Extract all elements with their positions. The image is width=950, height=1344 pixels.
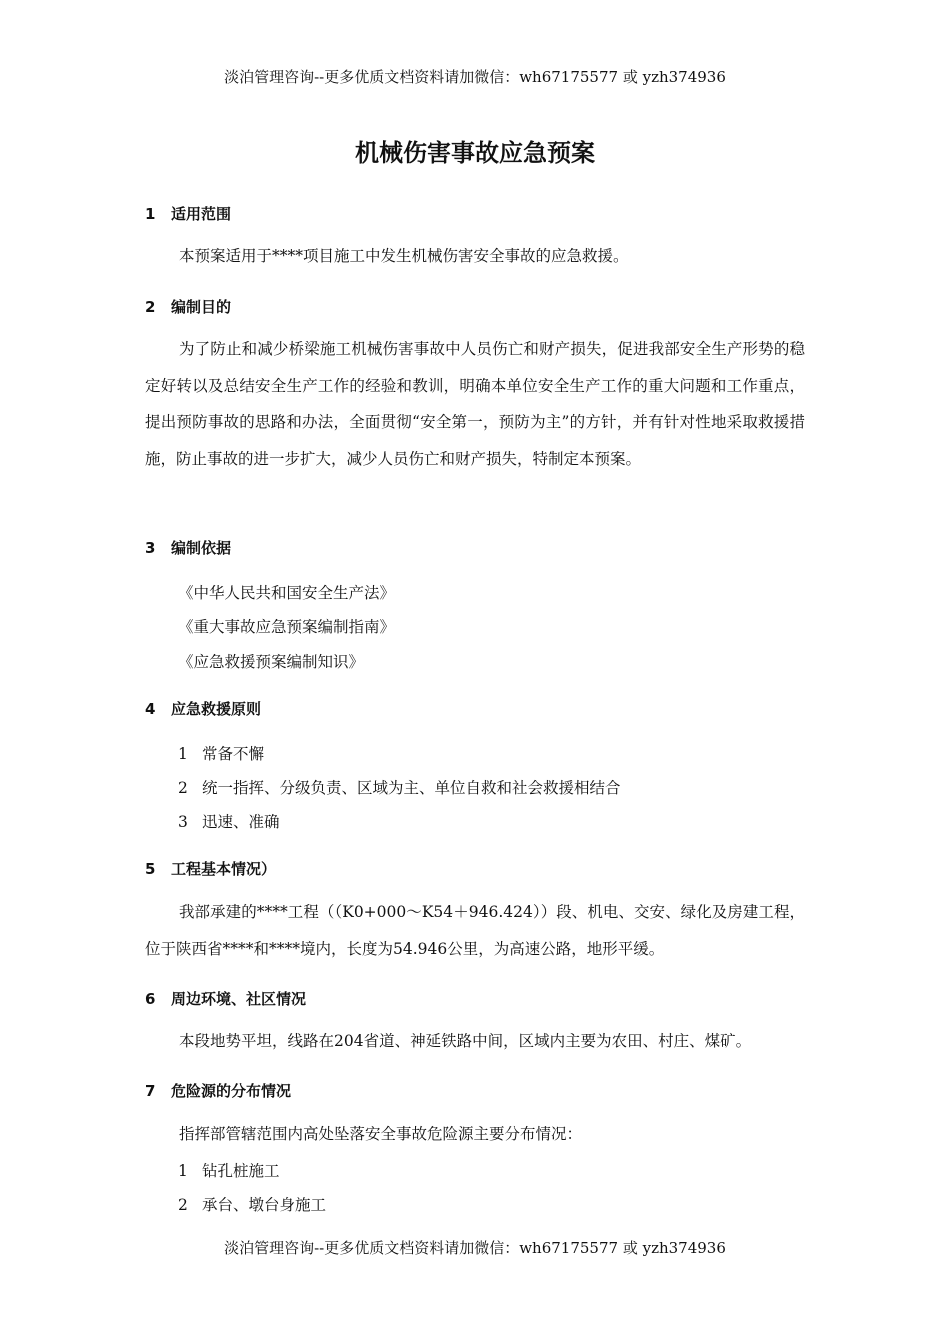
item-text: 迅速、准确 [202, 813, 280, 831]
reference-item: 《重大事故应急预案编制指南》 [178, 618, 396, 636]
section-title: 编制依据 [171, 539, 232, 557]
item-number: 1 [178, 745, 188, 763]
section-heading-3 [145, 537, 231, 558]
section-body-1: 本预案适用于****项目施工中发生机械伤害安全事故的应急救援。 [179, 247, 629, 265]
hazard-item [178, 1159, 280, 1181]
section-number: 7 [145, 1082, 156, 1100]
item-number: 3 [178, 813, 188, 831]
principle-item [178, 776, 621, 798]
reference-item: 《中华人民共和国安全生产法》 [178, 584, 396, 602]
section-title: 危险源的分布情况 [171, 1082, 292, 1100]
document-title: 机械伤害事故应急预案 [355, 139, 595, 167]
section-title: 周边环境、社区情况 [171, 990, 307, 1008]
section-number: 6 [145, 990, 156, 1008]
section-heading-7 [145, 1080, 291, 1101]
section-heading-4 [145, 698, 261, 719]
section-title: 编制目的 [171, 298, 232, 316]
section-body-2: 为了防止和减少桥梁施工机械伤害事故中人员伤亡和财产损失，促进我部安全生产形势的稳定好转以及总结安全生产工作的经验和教训，明确本单位安全生产工作的重大问题和工作重点，提出预防事故的思路和办法，全面贯彻“安全第一，预防为主”的方针，并有针对性地采取救援措施，防止事故的进一步扩大，减少人员伤亡和财产损失，特制定本预案。 [145, 340, 805, 468]
section-number: 3 [145, 539, 156, 557]
page-footer: 淡泊管理咨询--更多优质文档资料请加微信：wh67175577 或 yzh374936 [224, 1239, 726, 1257]
item-number: 2 [178, 779, 188, 797]
item-number: 2 [178, 1196, 188, 1214]
section-number: 1 [145, 205, 156, 223]
section-number: 5 [145, 860, 156, 878]
section-heading-6 [145, 988, 306, 1009]
item-number: 1 [178, 1162, 188, 1180]
item-text: 承台、墩台身施工 [202, 1196, 327, 1214]
section-body-7: 指挥部管辖范围内高处坠落安全事故危险源主要分布情况： [179, 1125, 583, 1143]
reference-item: 《应急救援预案编制知识》 [178, 653, 365, 671]
section-title: 应急救援原则 [171, 700, 262, 718]
section-body-6: 本段地势平坦，线路在204省道、神延铁路中间，区域内主要为农田、村庄、煤矿。 [179, 1032, 752, 1050]
section-title: 适用范围 [171, 205, 232, 223]
section-title: 工程基本情况） [171, 860, 277, 878]
section-heading-5 [145, 858, 276, 879]
page-header: 淡泊管理咨询--更多优质文档资料请加微信：wh67175577 或 yzh374936 [224, 68, 726, 86]
hazard-item [178, 1193, 326, 1215]
section-heading-2 [145, 296, 231, 317]
section-body-5: 我部承建的****工程（（K0+000～K54＋946.424））段、机电、交安、绿化及房建工程，位于陕西省****和****境内，长度为54.946公里，为高速公路，地形平缓。 [145, 903, 805, 958]
item-text: 统一指挥、分级负责、区域为主、单位自救和社会救援相结合 [202, 779, 621, 797]
item-text: 钻孔桩施工 [202, 1162, 280, 1180]
section-number: 4 [145, 700, 156, 718]
section-number: 2 [145, 298, 156, 316]
item-text: 常备不懈 [202, 745, 265, 763]
principle-item [178, 810, 280, 832]
principle-item [178, 742, 264, 764]
section-heading-1 [145, 203, 231, 224]
